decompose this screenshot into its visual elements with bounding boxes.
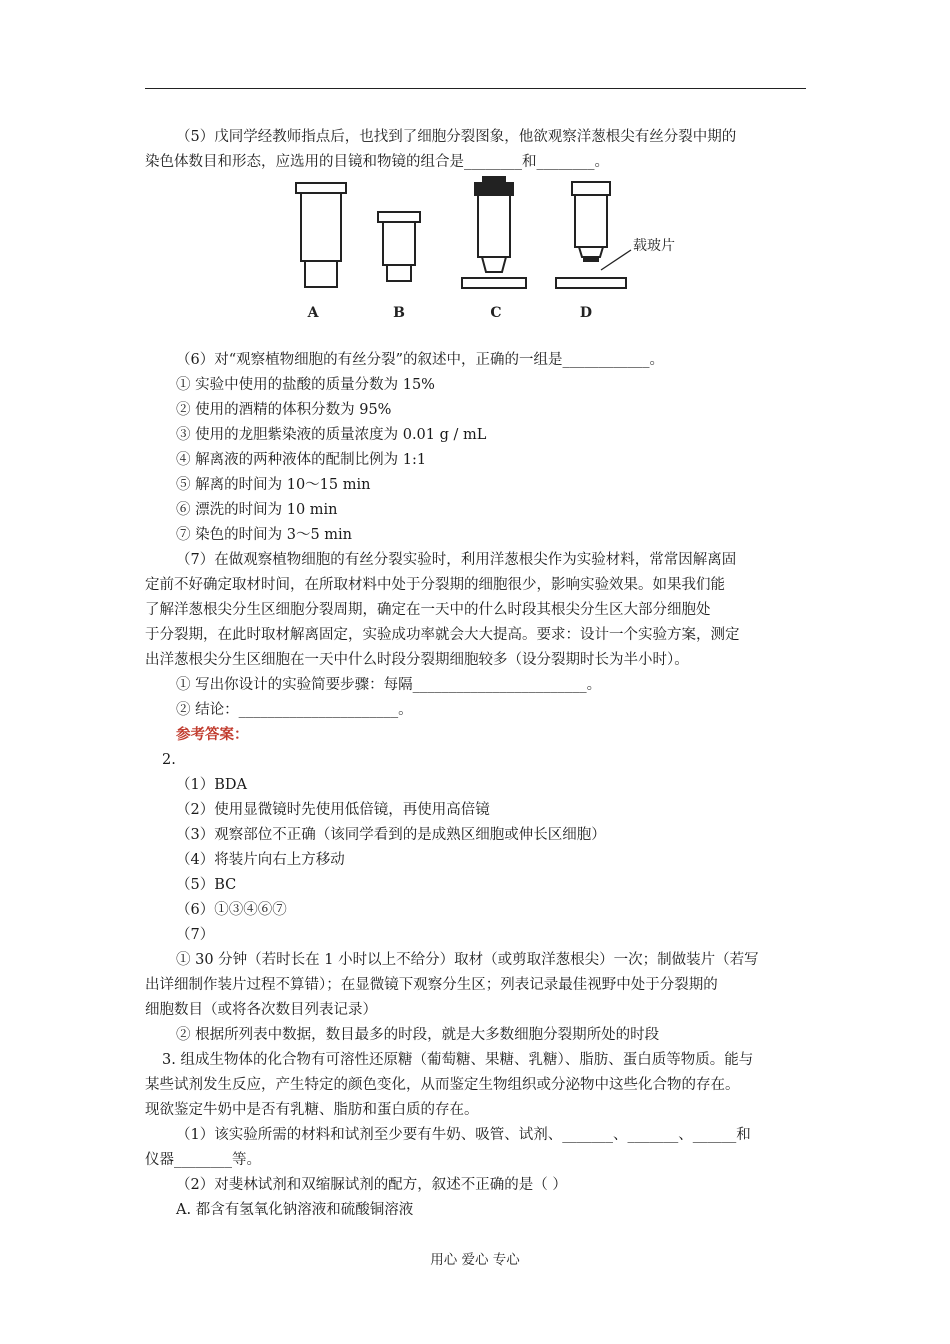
- text-line: （6）对“观察植物细胞的有丝分裂”的叙述中，正确的一组是____________。: [176, 352, 665, 368]
- objective-d: [556, 182, 631, 288]
- text-line: ③ 使用的龙胆紫染液的质量浓度为 0.01 g / mL: [176, 427, 487, 443]
- text-line: （7）在做观察植物细胞的有丝分裂实验时，利用洋葱根尖作为实验材料，常常因解离固: [176, 552, 737, 568]
- text-line: （5）戊同学经教师指点后，也找到了细胞分裂图象，他欲观察洋葱根尖有丝分裂中期的: [176, 129, 737, 145]
- text-line: ⑦ 染色的时间为 3～5 min: [176, 527, 353, 543]
- question-number: 2.: [162, 752, 176, 768]
- text-line: （5）BC: [176, 877, 237, 893]
- page-footer: 用心 爱心 专心: [430, 1252, 520, 1268]
- text-line: （7）: [176, 927, 215, 943]
- text-line: 出详细制作装片过程不算错）；在显微镜下观察分生区；列表记录最佳视野中处于分裂期的: [145, 977, 718, 993]
- text-line: 现欲鉴定牛奶中是否有乳糖、脂肪和蛋白质的存在。: [145, 1102, 479, 1118]
- text-line: ① 写出你设计的实验简要步骤：每隔________________________。: [176, 677, 602, 693]
- text-line: （6）①③④⑥⑦: [176, 902, 287, 918]
- text-line: ② 根据所列表中数据，数目最多的时段，就是大多数细胞分裂期所处的时段: [176, 1027, 660, 1043]
- header-rule: [145, 88, 806, 89]
- text-line: 染色体数目和形态，应选用的目镜和物镜的组合是________和________。: [145, 154, 609, 170]
- text-line: （1）该实验所需的材料和试剂至少要有牛奶、吸管、试剂、_______、_______、______和: [176, 1127, 751, 1143]
- text-line: ① 30 分钟（若时长在 1 小时以上不给分）取材（或剪取洋葱根尖）一次；制做装片（若写: [176, 952, 759, 968]
- text-line: （1）BDA: [176, 777, 247, 793]
- text-line: 出洋葱根尖分生区细胞在一天中什么时段分裂期细胞较多（设分裂期时长为半小时）。: [145, 652, 689, 668]
- eyepiece-a: [296, 183, 346, 287]
- text-line: ④ 解离液的两种液体的配制比例为 1:1: [176, 452, 427, 468]
- text-line: ⑤ 解离的时间为 10～15 min: [176, 477, 371, 493]
- text-line: 于分裂期，在此时取材解离固定，实验成功率就会大大提高。要求：设计一个实验方案，测定: [145, 627, 740, 643]
- label-c: C: [490, 305, 502, 321]
- text-line: A. 都含有氢氧化钠溶液和硫酸铜溶液: [176, 1202, 414, 1218]
- text-line: （4）将装片向右上方移动: [176, 852, 345, 868]
- text-line: （2）对斐林试剂和双缩脲试剂的配方，叙述不正确的是（ ）: [176, 1177, 567, 1193]
- text-line: 了解洋葱根尖分生区细胞分裂周期，确定在一天中的什么时段其根尖分生区大部分细胞处: [145, 602, 711, 618]
- text-line: ② 结论：______________________。: [176, 702, 413, 718]
- eyepiece-b: [378, 212, 420, 281]
- text-line: 某些试剂发生反应，产生特定的颜色变化，从而鉴定生物组织或分泌物中这些化合物的存在。: [145, 1077, 740, 1093]
- text-line: 定前不好确定取材时间，在所取材料中处于分裂期的细胞很少，影响实验效果。如果我们能: [145, 577, 725, 593]
- text-line: ② 使用的酒精的体积分数为 95%: [176, 402, 392, 418]
- text-line: 3. 组成生物体的化合物有可溶性还原糖（葡萄糖、果糖、乳糖）、脂肪、蛋白质等物质。能与: [162, 1052, 754, 1068]
- label-a: A: [307, 305, 319, 321]
- label-b: B: [393, 305, 405, 321]
- text-line: ① 实验中使用的盐酸的质量分数为 15%: [176, 377, 435, 393]
- text-line: （2）使用显微镜时先使用低倍镜，再使用高倍镜: [176, 802, 490, 818]
- objective-c: [462, 177, 526, 288]
- answer-heading: 参考答案：: [176, 726, 249, 743]
- slide-label: 载玻片: [633, 238, 675, 254]
- label-d: D: [579, 305, 593, 321]
- text-line: 细胞数目（或将各次数目列表记录）: [145, 1002, 377, 1018]
- text-line: （3）观察部位不正确（该同学看到的是成熟区细胞或伸长区细胞）: [176, 827, 606, 843]
- lens-figure: [290, 175, 710, 325]
- text-line: 仪器________等。: [145, 1152, 261, 1168]
- text-line: ⑥ 漂洗的时间为 10 min: [176, 502, 338, 518]
